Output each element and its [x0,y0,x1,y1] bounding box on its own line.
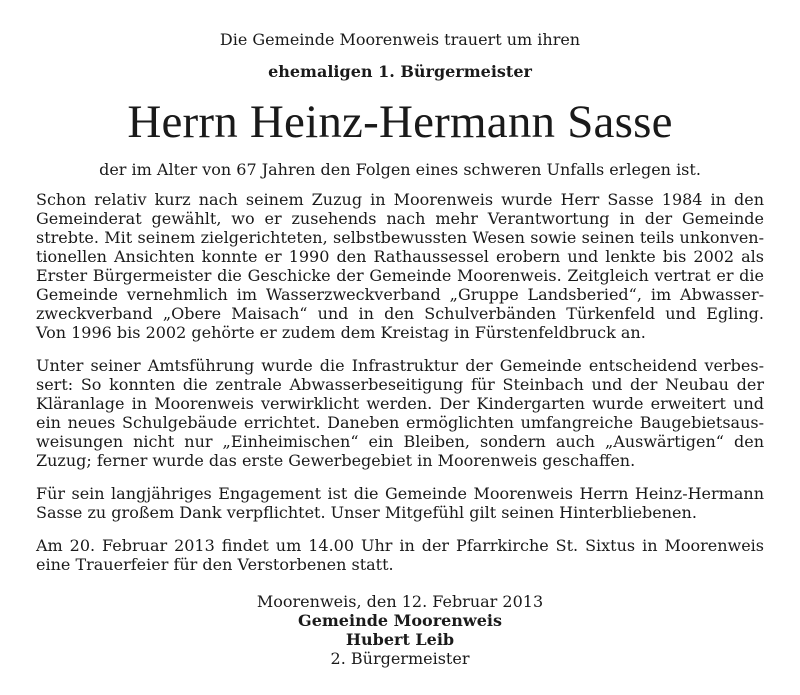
text-line: Kläranlage in Moorenweis verwirklicht werden. Der Kindergarten wurde erweitert und [36,394,764,413]
text-line: Gemeinde vernehmlich im Wasserzweckverband „Gruppe Landsberied“, im Abwasser- [36,285,764,304]
text-line: Unter seiner Amtsführung wurde die Infrastruktur der Gemeinde entscheidend verbes- [36,356,764,375]
signer-name: Hubert Leib [345,630,455,649]
role-line: ehemaligen 1. Bürgermeister [268,62,532,81]
text-line: eine Trauerfeier für den Verstorbenen statt. [36,555,394,574]
text-line: Gemeinderat gewählt, wo er zusehends nach mehr Verantwortung in der Gemeinde [36,209,764,228]
signer-title: 2. Bürgermeister [330,649,470,668]
text-line: weisungen nicht nur „Einheimischen“ ein Bleiben, sondern auch „Auswärtigen“ den [36,432,764,451]
text-line: Erster Bürgermeister die Geschicke der Gemeinde Moorenweis. Zeitgleich vertrat er die [36,266,764,285]
paragraph-gratitude [36,484,764,522]
signature-organization: Gemeinde Moorenweis [298,611,502,630]
text-line: ein neues Schulgebäude errichtet. Daneben ermöglichten umfangreiche Baugebietsaus- [36,413,764,432]
text-line: sert: So konnten die zentrale Abwasserbeseitigung für Steinbach und der Neubau der [36,375,764,394]
text-line: Für sein langjähriges Engagement ist die Gemeinde Moorenweis Herrn Heinz-Hermann [36,484,764,503]
paragraph-infrastructure [36,356,764,470]
death-line: der im Alter von 67 Jahren den Folgen eines schweren Unfalls erlegen ist. [99,160,701,179]
intro-line: Die Gemeinde Moorenweis trauert um ihren [219,30,581,49]
text-line: zweckverband „Obere Maisach“ und in den Schulverbänden Türkenfeld und Egling. [36,304,764,323]
paragraph-funeral [36,536,764,574]
text-line: Von 1996 bis 2002 gehörte er zudem dem Kreistag in Fürstenfeldbruck an. [36,323,646,342]
text-line: strebte. Mit seinem zielgerichteten, selbstbewussten Wesen sowie seinen teils unkonven- [36,228,764,247]
text-line: Sasse zu großem Dank verpflichtet. Unser Mitgefühl gilt seinen Hinterbliebenen. [36,503,697,522]
signature-block [0,592,800,668]
paragraph-career [36,190,764,342]
deceased-name: Herrn Heinz-Hermann Sasse [127,96,673,148]
text-line: Zuzug; ferner wurde das erste Gewerbegebiet in Moorenweis geschaffen. [36,451,636,470]
notice-body [36,190,764,588]
text-line: tionellen Ansichten konnte er 1990 den Rathaussessel erobern und lenkte bis 2002 als [36,247,764,266]
text-line: Schon relativ kurz nach seinem Zuzug in Moorenweis wurde Herr Sasse 1984 in den [36,190,764,209]
text-line: Am 20. Februar 2013 findet um 14.00 Uhr in der Pfarrkirche St. Sixtus in Moorenweis [36,536,764,555]
place-date: Moorenweis, den 12. Februar 2013 [256,592,544,611]
